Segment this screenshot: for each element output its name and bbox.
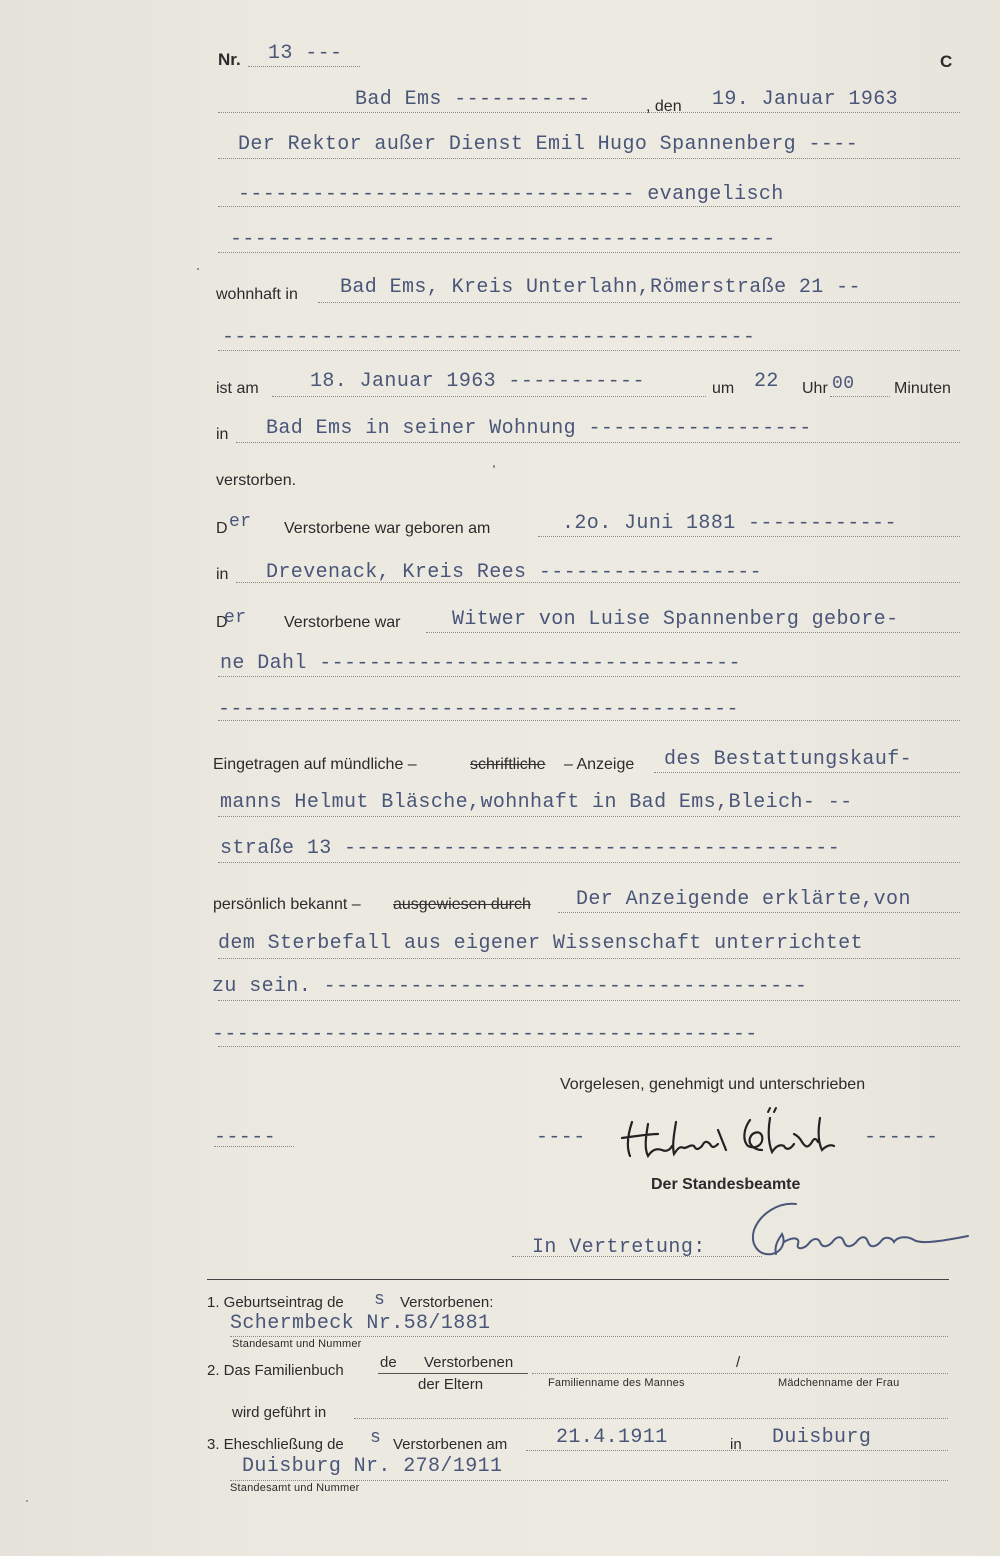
status-dotline-2 [218,676,960,677]
person-line-3: -------------------------------------------- [230,228,776,251]
ist-am-label: ist am [216,380,259,397]
residence-line-1: Bad Ems, Kreis Unterlahn,Römerstraße 21 -- [340,276,861,299]
identity-line-1: Der Anzeigende erklärte,von [576,888,911,911]
item3-s: s [370,1428,382,1448]
identity-line-2: dem Sterbefall aus eigener Wissenschaft unterrichtet [218,932,863,955]
item2-frau-caption: Mädchenname der Frau [778,1377,900,1389]
birth-text-label: Verstorbene war geboren am [284,520,491,537]
birth-in-label: in [216,566,229,583]
item3-tail: Verstorbenen am [393,1436,508,1453]
birth-place: Drevenack, Kreis Rees ------------------ [266,561,763,584]
corner-letter: C [940,52,953,71]
uhr-label: Uhr [802,380,828,397]
minutes-dotline [830,396,890,397]
registration-line-1: des Bestattungskauf- [664,748,913,771]
death-date: 18. Januar 1963 ----------- [310,370,645,393]
identity-dotline-2 [218,958,960,959]
residence-dotline-2 [218,350,960,351]
verstorben-label: verstorben. [216,472,297,489]
registrar-signature-svg [618,1104,848,1164]
registration-line-2: manns Helmut Bläsche,wohnhaft in Bad Ems,Bleich- -- [220,791,853,814]
identity-dotline-4 [218,1046,960,1047]
death-place: Bad Ems in seiner Wohnung ------------------ [266,417,812,440]
vorgelesen-text: Vorgelesen, genehmigt und unterschrieben [560,1076,866,1093]
item2-gefuehrt-dotline [354,1418,948,1419]
vertretung-label: In Vertretung: [532,1236,706,1259]
person-line-2: -------------------------------- evangelisch [238,183,784,206]
identity-dotline-3 [218,1000,960,1001]
deputy-signature [738,1196,978,1266]
status-line-1: Witwer von Luise Spannenberg gebore- [452,608,899,631]
registration-label-struck: schriftliche [470,756,546,773]
nr-dotline [248,66,360,67]
item3-label: 3. Eheschließung de [207,1436,344,1453]
residence-line-2: ------------------------------------------- [222,326,756,349]
status-line-3: ------------------------------------------ [218,698,739,721]
item1-tail: Verstorbenen: [400,1294,494,1311]
registration-dotline-1 [654,772,960,773]
status-text-label: Verstorbene war [284,614,401,631]
paper-speck [26,1500,28,1502]
item2-de: de [380,1354,397,1371]
birth-d-label: D [216,520,228,537]
item2-label: 2. Das Familienbuch [207,1362,344,1379]
item3-value-dotline [230,1480,948,1481]
item3-caption: Standesamt und Nummer [230,1482,360,1494]
death-date-dotline [272,396,706,397]
death-place-dotline [236,442,960,443]
birth-date-dotline [538,536,960,537]
minuten-label: Minuten [894,380,951,397]
paper-speck [493,465,495,468]
item1-value: Schermbeck Nr.58/1881 [230,1312,491,1335]
item3-place: Duisburg [772,1426,872,1449]
death-minutes: 00 [832,374,855,394]
identity-line-3: zu sein. --------------------------------------- [212,975,808,998]
item2-dotline [532,1373,948,1374]
item1-caption: Standesamt und Nummer [232,1338,362,1350]
registration-label-b: – Anzeige [564,756,635,773]
death-in-label: in [216,426,229,443]
item2-mann-caption: Familienname des Mannes [548,1377,685,1389]
um-label: um [712,380,735,397]
person-line-1: Der Rektor außer Dienst Emil Hugo Spannenberg ---- [238,133,859,156]
person-dotline-1 [218,158,960,159]
paper-speck [197,268,199,270]
nr-value: 13 --- [268,42,343,65]
left-dashes: ----- [214,1126,277,1149]
vertretung-dotline [512,1256,762,1257]
record-date: 19. Januar 1963 [712,88,899,111]
item1-s: s [374,1290,386,1310]
identity-line-4: -------------------------------------------- [212,1023,758,1046]
item2-verstorbenen: Verstorbenen [424,1354,514,1371]
registration-line-3: straße 13 ---------------------------------------- [220,837,841,860]
status-line-2: ne Dahl ---------------------------------- [220,652,741,675]
registration-dotline-3 [218,862,960,863]
signature-dashes-left: ---- [536,1126,586,1149]
item2-eltern: der Eltern [418,1376,484,1393]
birth-date: .2o. Juni 1881 ------------ [562,512,897,535]
item2-gefuehrt: wird geführt in [232,1404,327,1421]
item2-slash: / [736,1354,741,1371]
wohnhaft-label: wohnhaft in [216,286,298,303]
left-dashes-dotline [214,1146,294,1147]
registrar-signature [618,1104,848,1164]
item1-label: 1. Geburtseintrag de [207,1294,344,1311]
footer-rule [207,1279,949,1280]
identity-label-struck: ausgewiesen durch [393,896,531,913]
death-hour: 22 [754,370,779,393]
registration-dotline-2 [218,816,960,817]
item3-in: in [730,1436,742,1453]
person-dotline-2 [218,206,960,207]
place-value: Bad Ems ----------- [355,88,591,111]
status-d-label: D [216,614,228,631]
place-date-dotline [218,112,960,113]
item3-value: Duisburg Nr. 278/1911 [242,1455,503,1478]
nr-label: Nr. [218,50,241,69]
birth-d-fill: er [229,512,252,532]
standesbeamte-caption: Der Standesbeamte [651,1176,801,1193]
status-dotline-1 [426,632,960,633]
registration-label-a: Eingetragen auf mündliche – [213,756,417,773]
status-d-fill: er [224,608,247,628]
identity-dotline-1 [558,912,960,913]
deputy-signature-svg [738,1196,978,1266]
person-dotline-3 [218,252,960,253]
item1-dotline [230,1336,948,1337]
identity-label-a: persönlich bekannt – [213,896,361,913]
signature-dashes-right: ------ [864,1126,939,1149]
den-label: , den [646,98,682,115]
residence-dotline-1 [318,302,960,303]
item2-fraction-rule [378,1373,528,1374]
item3-date: 21.4.1911 [556,1426,668,1449]
